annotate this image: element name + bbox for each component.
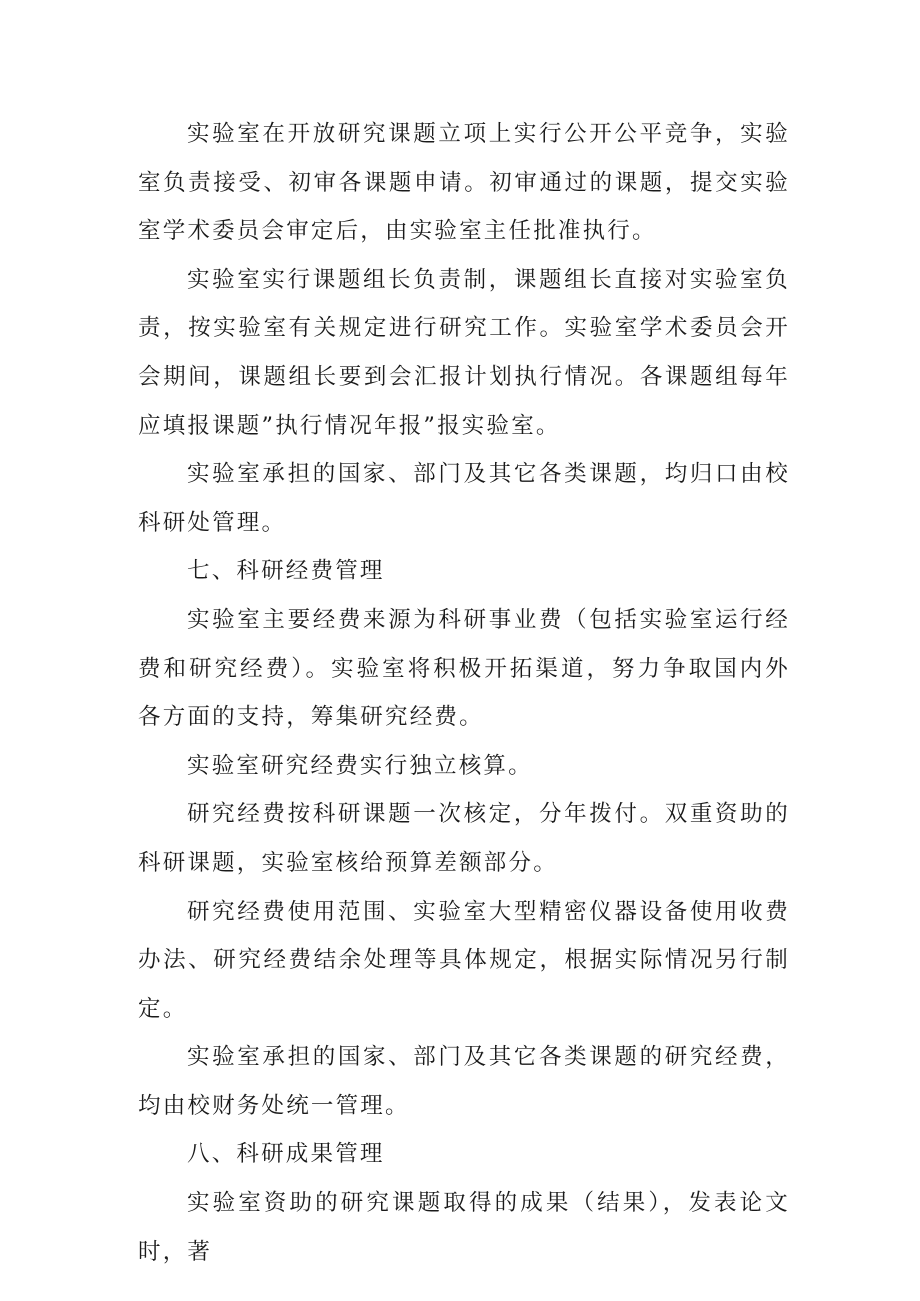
section-heading-results: 八、科研成果管理 [187,1141,385,1168]
paragraph-funding-rules: 研究经费使用范围、实验室大型精密仪器设备使用收费办法、研究经费结余处理等具体规定，根据实际情况另行制定。 [138,898,790,1022]
section-heading-funding: 七、科研经费管理 [187,558,385,585]
paragraph-independent-accounting: 实验室研究经费实行独立核算。 [187,752,533,779]
paragraph-topic-approval: 实验室在开放研究课题立项上实行公开公平竞争，实验室负责接受、初审各课题申请。初审通过的课题，提交实验室学术委员会审定后，由实验室主任批准执行。 [138,121,790,245]
paragraph-finance-office: 实验室承担的国家、部门及其它各类课题的研究经费，均由校财务处统一管理。 [138,1044,790,1119]
paragraph-funding-sources: 实验室主要经费来源为科研事业费（包括实验室运行经费和研究经费）。实验室将积极开拓渠道，努力争取国内外各方面的支持，筹集研究经费。 [138,606,790,731]
document-body [138,110,790,1276]
paragraph-funding-allocation: 研究经费按科研课题一次核定，分年拨付。双重资助的科研课题，实验室核给预算差额部分。 [138,801,790,876]
paragraph-group-leader-responsibility: 实验室实行课题组长负责制，课题组长直接对实验室负责，按实验室有关规定进行研究工作。实验室学术委员会开会期间，课题组长要到会汇报计划执行情况。各课题组每年应填报课题”执行情况年报”报实验室。 [138,266,790,439]
paragraph-project-management: 实验室承担的国家、部门及其它各类课题，均归口由校科研处管理。 [138,461,790,536]
paragraph-results-publication: 实验室资助的研究课题取得的成果（结果），发表论文时，著 [138,1190,790,1265]
